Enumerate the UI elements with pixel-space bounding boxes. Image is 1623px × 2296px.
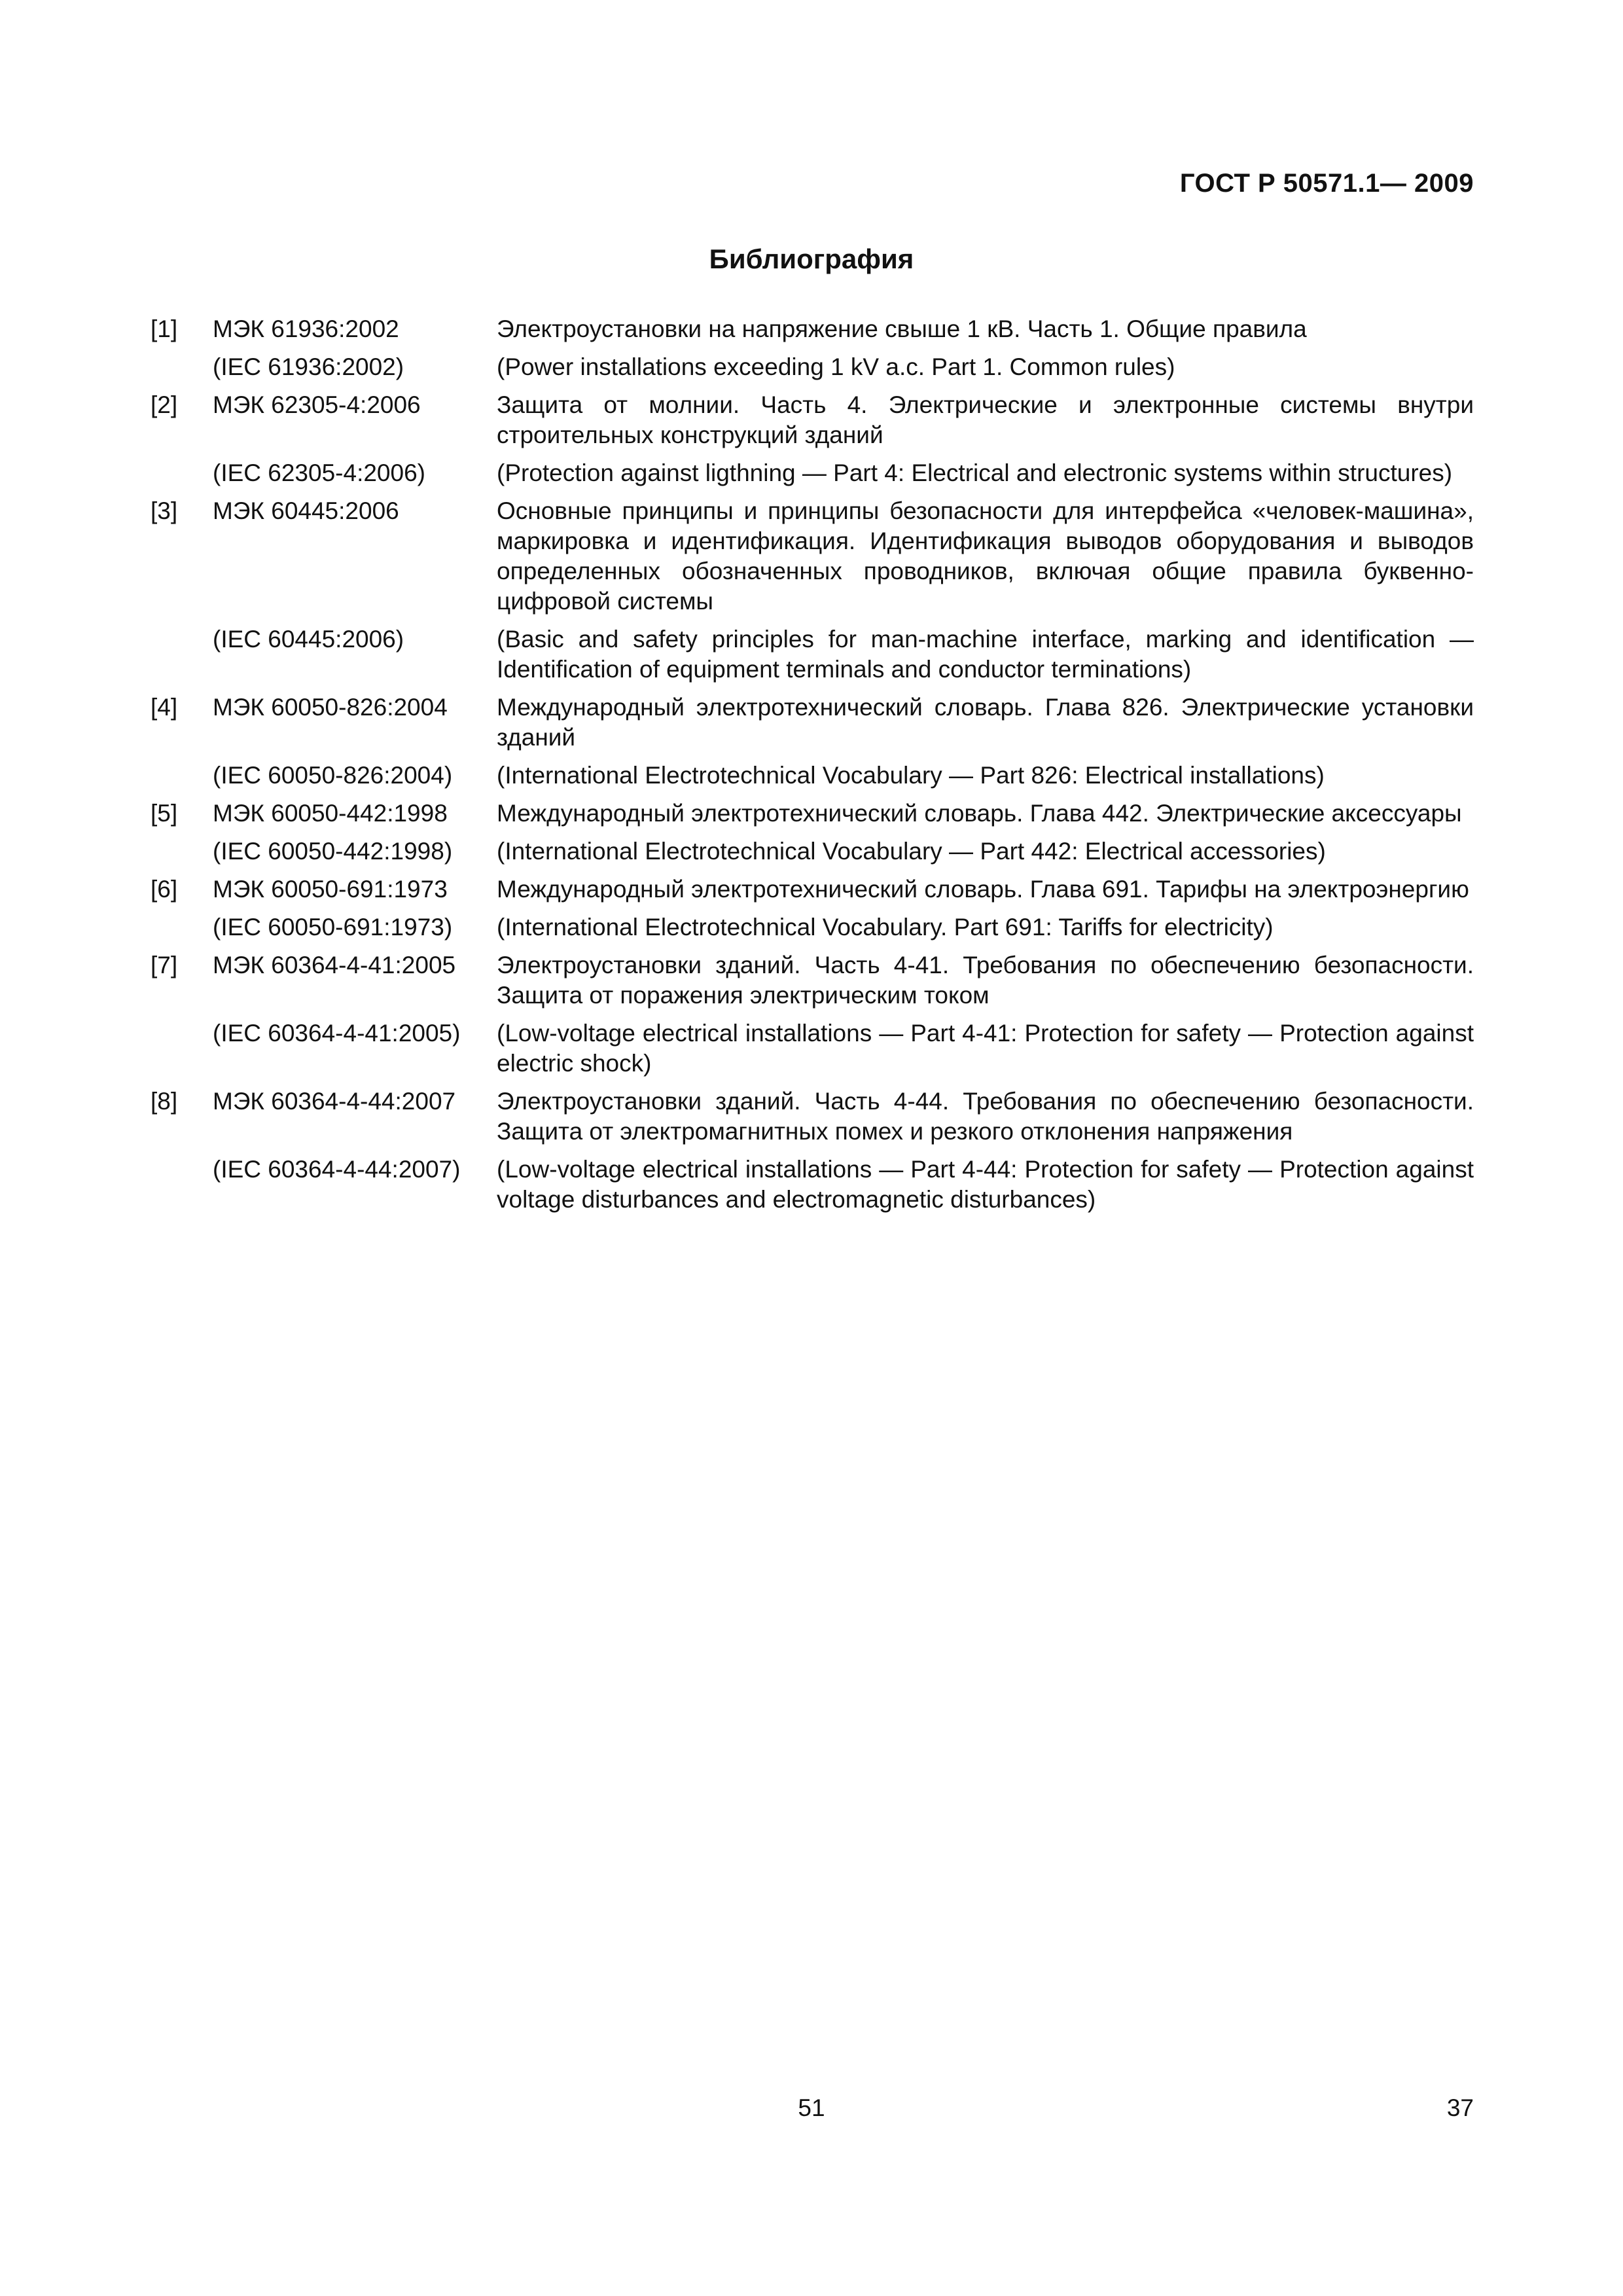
page-number-center: 51: [798, 2094, 825, 2121]
entry-number: [4]: [151, 694, 178, 721]
bibliography-entry-7-en: [151, 1011, 1474, 1079]
entry-code-en: (IEC 60050-442:1998): [213, 838, 453, 865]
entry-code-ru: МЭК 62305-4:2006: [213, 391, 421, 418]
entry-description-en: (Low-voltage electrical installations — Part 4-41: Protection for safety — Protection against electric shock): [497, 1020, 1474, 1077]
entry-code-ru: МЭК 61936:2002: [213, 315, 399, 342]
bibliography-entry-3-en: [151, 617, 1474, 685]
bibliography-entry-4-ru: [151, 685, 1474, 753]
entry-description-en: (Basic and safety principles for man-machine interface, marking and identification — Identification of equipment terminals and conductor terminations): [497, 626, 1474, 683]
entry-number: [5]: [151, 800, 178, 827]
entry-code-ru: МЭК 60364-4-44:2007: [213, 1088, 456, 1115]
entry-number: [8]: [151, 1088, 178, 1115]
bibliography-entry-4-en: [151, 753, 1474, 791]
entry-code-en: (IEC 60364-4-41:2005): [213, 1020, 461, 1047]
entry-number: [7]: [151, 952, 178, 978]
entry-description-en: (Low-voltage electrical installations — Part 4-44: Protection for safety — Protection against voltage disturbances and electromagnetic disturbances): [497, 1156, 1474, 1213]
entry-code-ru: МЭК 60050-691:1973: [213, 876, 448, 903]
bibliography-entry-6-en: [151, 905, 1474, 942]
entry-number: [2]: [151, 391, 178, 418]
bibliography-entry-5-en: [151, 829, 1474, 867]
entry-description-ru: Международный электротехнический словарь. Глава 442. Электрические аксессуары: [497, 800, 1462, 827]
bibliography-entry-6-ru: [151, 867, 1474, 905]
entry-code-ru: МЭК 60364-4-41:2005: [213, 952, 456, 978]
entry-number: [6]: [151, 876, 178, 903]
bibliography-entry-1-ru: [151, 314, 1474, 344]
entry-description-ru: Международный электротехнический словарь. Глава 691. Тарифы на электроэнергию: [497, 876, 1469, 903]
entry-description-ru: Защита от молнии. Часть 4. Электрические и электронные системы внутри строительных конструкций зданий: [497, 391, 1474, 448]
entry-description-ru: Основные принципы и принципы безопасности для интерфейса «человек-машина», маркировка и идентификация. Идентификация выводов оборудования и выводов определенных обозначенных проводников, включая общие правила буквенно-цифровой системы: [497, 497, 1474, 615]
entry-description-ru: Электроустановки зданий. Часть 4-41. Требования по обеспечению безопасности. Защита от поражения электрическим током: [497, 952, 1474, 1009]
entry-description-en: (International Electrotechnical Vocabulary — Part 442: Electrical accessories): [497, 838, 1326, 865]
entry-description-en: (International Electrotechnical Vocabulary. Part 691: Tariffs for electricity): [497, 914, 1274, 941]
entry-code-en: (IEC 61936:2002): [213, 353, 404, 380]
document-code: ГОСТ Р 50571.1— 2009: [1179, 169, 1474, 198]
entry-code-ru: МЭК 60445:2006: [213, 497, 399, 524]
bibliography-entry-7-ru: [151, 942, 1474, 1011]
entry-code-ru: МЭК 60050-826:2004: [213, 694, 448, 721]
page-title: Библиография: [709, 243, 914, 274]
entry-description-ru: Электроустановки на напряжение свыше 1 кВ. Часть 1. Общие правила: [497, 315, 1307, 342]
page-number-right: 37: [1446, 2094, 1474, 2121]
entry-code-en: (IEC 60050-826:2004): [213, 762, 453, 789]
bibliography-table: [151, 314, 1474, 1215]
entry-code-en: (IEC 60364-4-44:2007): [213, 1156, 461, 1183]
entry-description-en: (Protection against ligthning — Part 4: Electrical and electronic systems within structures): [497, 459, 1453, 486]
bibliography-entry-3-ru: [151, 488, 1474, 617]
bibliography-entry-2-en: [151, 450, 1474, 488]
entry-description-ru: Электроустановки зданий. Часть 4-44. Требования по обеспечению безопасности. Защита от электромагнитных помех и резкого отклонения напряжения: [497, 1088, 1474, 1145]
entry-number: [3]: [151, 497, 178, 524]
bibliography-entry-8-en: [151, 1147, 1474, 1215]
entry-description-ru: Международный электротехнический словарь. Глава 826. Электрические установки зданий: [497, 694, 1474, 751]
entry-description-en: (Power installations exceeding 1 kV a.c. Part 1. Common rules): [497, 353, 1175, 380]
entry-description-en: (International Electrotechnical Vocabulary — Part 826: Electrical installations): [497, 762, 1325, 789]
bibliography-entry-8-ru: [151, 1079, 1474, 1147]
bibliography-entry-5-ru: [151, 791, 1474, 829]
bibliography-entry-2-ru: [151, 382, 1474, 450]
entry-code-en: (IEC 60445:2006): [213, 626, 404, 653]
entry-code-en: (IEC 60050-691:1973): [213, 914, 453, 941]
entry-code-ru: МЭК 60050-442:1998: [213, 800, 448, 827]
entry-number: [1]: [151, 315, 178, 342]
entry-code-en: (IEC 62305-4:2006): [213, 459, 425, 486]
bibliography-entry-1-en: [151, 344, 1474, 382]
